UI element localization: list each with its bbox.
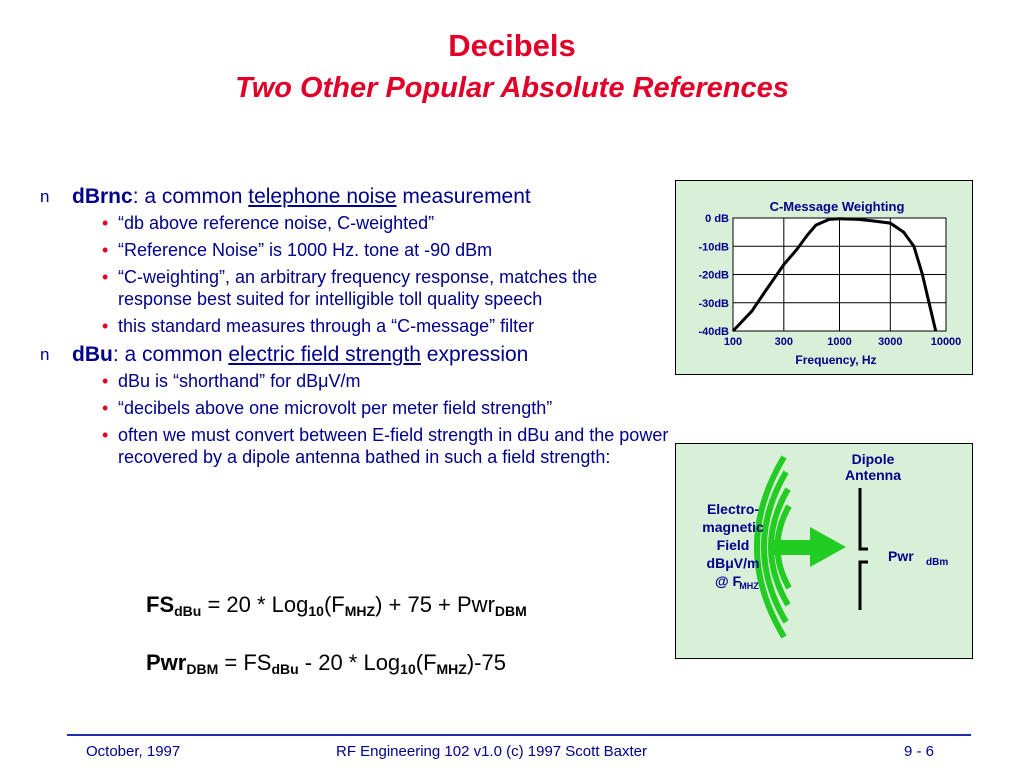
- x-axis-label: Frequency, Hz: [795, 353, 877, 367]
- bullet-marker: n: [40, 187, 50, 206]
- formula-text: - 20 * Log: [298, 650, 401, 675]
- bullet-dot-icon: •: [102, 371, 109, 391]
- x-tick-label: 300: [774, 336, 793, 348]
- field-label-subscript: MHZ: [739, 581, 759, 591]
- sub-bullet: [40, 239, 670, 261]
- bullet-dot-icon: •: [102, 398, 109, 418]
- chart-title: C-Message Weighting: [769, 199, 905, 214]
- dipole-upper-arm: [860, 488, 868, 549]
- y-tick-label: -20dB: [698, 269, 729, 282]
- field-label-line: dBμV/m: [706, 555, 760, 571]
- footer-divider: [67, 734, 971, 736]
- underlined-phrase: telephone noise: [248, 185, 397, 208]
- formula-pwr-dbm: [146, 650, 506, 677]
- text-fragment: expression: [420, 343, 529, 366]
- formula-text: (F: [323, 592, 345, 617]
- arrow-shaft: [772, 540, 812, 555]
- sub-bullet-text: dBu is “shorthand” for dBμV/m: [118, 371, 361, 391]
- y-tick-label: 0 dB: [705, 213, 729, 225]
- sub-bullet: [40, 370, 670, 392]
- bullet-dbu: [40, 342, 670, 367]
- bullet-dbrnc: [40, 184, 670, 209]
- formula-subscript: dBu: [174, 603, 202, 619]
- footer-credit: RF Engineering 102 v1.0 (c) 1997 Scott Baxter: [336, 743, 648, 760]
- footer-date: October, 1997: [86, 743, 181, 760]
- x-tick-label: 100: [723, 336, 743, 348]
- bullet-list: [40, 184, 670, 473]
- dipole-antenna-diagram: [676, 444, 972, 658]
- sub-bullet-text: “Reference Noise” is 1000 Hz. tone at -90 dBm: [118, 240, 493, 260]
- formula-subscript: DBM: [494, 603, 527, 619]
- formula-text: )-75: [466, 650, 506, 675]
- bullet-dot-icon: •: [102, 213, 109, 233]
- power-label: Pwr: [888, 548, 914, 564]
- text-fragment: measurement: [396, 185, 531, 208]
- formula-text: = 20 * Log: [201, 592, 309, 617]
- formula-subscript: MHZ: [344, 603, 376, 619]
- dipole-antenna-panel: [675, 443, 973, 659]
- slide-title: Decibels: [448, 28, 576, 63]
- formula-subscript: MHZ: [436, 661, 467, 677]
- bullet-dot-icon: •: [102, 316, 109, 336]
- dipole-element: [860, 488, 868, 610]
- sub-bullet: [40, 397, 670, 419]
- formula-subscript: dBu: [271, 661, 299, 677]
- formula-text: = FS: [218, 650, 272, 675]
- sub-bullet: [40, 266, 670, 310]
- bullet-dot-icon: •: [102, 425, 109, 445]
- bullet-dot-icon: •: [102, 240, 109, 260]
- sub-bullet: [40, 315, 670, 337]
- sub-bullet: [40, 212, 670, 234]
- term-dbu: dBu: [72, 343, 113, 366]
- x-tick-label: 10000: [930, 336, 962, 348]
- sub-bullet-text: often we must convert between E-field strength in dBu and the power recovered by a dipole antenna bathed in such a field strength:: [118, 425, 669, 467]
- text-fragment: : a common: [132, 185, 249, 208]
- field-label-line: magnetic: [702, 519, 764, 535]
- arrow-head-icon: [810, 527, 846, 567]
- antenna-title: Dipole: [851, 451, 895, 467]
- sub-bullet: [40, 424, 670, 468]
- formula-subscript: 10: [400, 661, 416, 677]
- slide-subtitle: Two Other Popular Absolute References: [235, 72, 789, 104]
- sub-bullet-text: “decibels above one microvolt per meter field strength”: [118, 398, 553, 418]
- bullet-dot-icon: •: [102, 267, 109, 287]
- formula-subscript: DBM: [186, 661, 219, 677]
- footer-page-number: 9 - 6: [904, 743, 935, 760]
- formula-subscript: 10: [308, 603, 324, 619]
- antenna-title: Antenna: [845, 467, 901, 483]
- term-dbrnc: dBrnc: [72, 185, 133, 208]
- c-message-chart-panel: [675, 180, 973, 375]
- formula-fs-dbu: [146, 592, 527, 619]
- power-label-subscript: dBm: [926, 557, 949, 568]
- x-tick-label: 3000: [878, 336, 903, 348]
- sub-bullet-text: “C-weighting”, an arbitrary frequency response, matches the response best suited for intelligible toll quality speech: [118, 267, 598, 309]
- field-label-line: Electro-: [706, 501, 760, 517]
- chart-grid: [733, 218, 946, 331]
- y-tick-label: -10dB: [698, 241, 729, 254]
- y-tick-labels: [698, 213, 729, 338]
- field-label-line: Field: [716, 537, 750, 553]
- formula-term: FS: [146, 592, 175, 617]
- y-tick-label: -40dB: [698, 326, 729, 338]
- underlined-phrase: electric field strength: [228, 343, 421, 366]
- x-tick-label: 1000: [827, 336, 852, 348]
- x-tick-labels: [724, 336, 961, 348]
- field-label-line: @ F: [714, 573, 742, 589]
- y-tick-label: -30dB: [698, 297, 729, 310]
- formula-text: ) + 75 + Pwr: [375, 592, 495, 617]
- c-message-chart: [676, 181, 972, 374]
- bullet-marker: n: [40, 345, 50, 364]
- sub-bullet-text: “db above reference noise, C-weighted”: [118, 213, 435, 233]
- formula-text: (F: [415, 650, 437, 675]
- formula-term: Pwr: [146, 650, 187, 675]
- dipole-lower-arm: [860, 562, 868, 610]
- sub-bullet-text: this standard measures through a “C-message” filter: [118, 316, 535, 336]
- text-fragment: : a common: [112, 343, 229, 366]
